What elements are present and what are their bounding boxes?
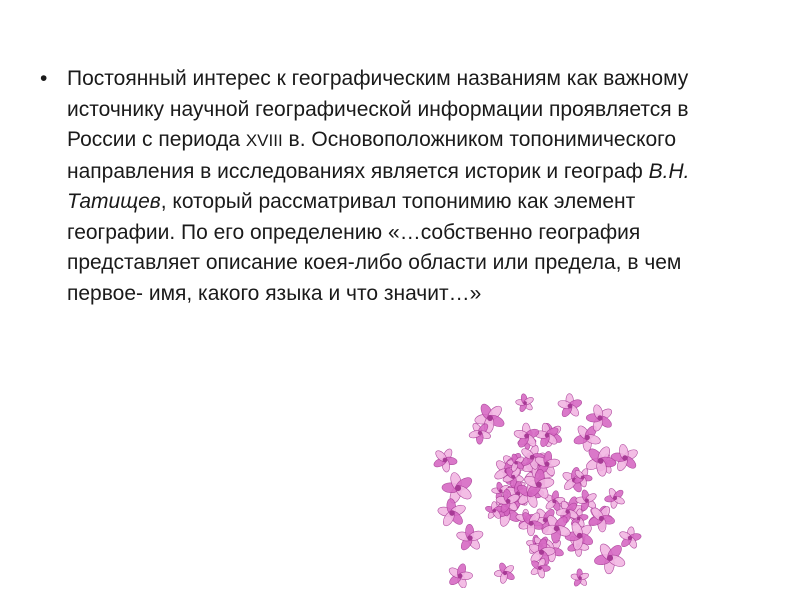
author-name: В.Н. Татищев xyxy=(67,159,690,213)
bullet-item xyxy=(40,64,740,309)
paragraph-text-2: в. Основоположником топонимического направления в исследованиях является историк и географ xyxy=(67,128,677,183)
bullet-dot: • xyxy=(40,67,48,90)
paragraph-text-1: Постоянный интерес к географическим названиям как важному источнику научной географической информации проявляется в России с периода xyxy=(67,67,689,151)
paragraph-text-3: , который рассматривал топонимию как элемент географии. По его определению «…собственно география представляет описание коея-либо области или предела, в чем первое- имя, какого языка и что значит…» xyxy=(67,190,682,305)
century-numeral: XVIII xyxy=(245,131,283,150)
flower-cluster-icon xyxy=(430,388,650,588)
bullet-list xyxy=(40,64,740,309)
